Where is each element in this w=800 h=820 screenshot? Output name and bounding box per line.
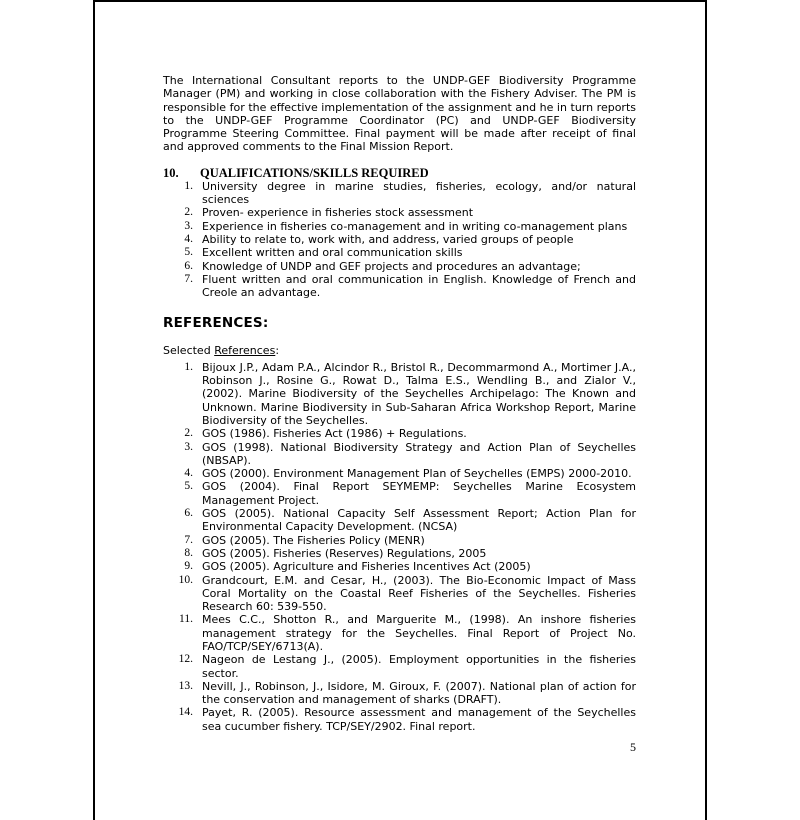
- list-number: 12.: [178, 653, 193, 666]
- list-number: 9.: [184, 560, 193, 573]
- list-text: GOS (2005). The Fisheries Policy (MENR): [202, 533, 425, 547]
- list-text: GOS (2005). Agriculture and Fisheries Incentives Act (2005): [202, 560, 531, 574]
- list-text: Bijoux J.P., Adam P.A., Alcindor R., Bristol R., Decommarmond A., Mortimer J.A., Robinson J., Rosine G., Rowat D., Talma E.S., Wendling B., and Zialor V., (2002). Marine Biodiversity of the Seychelles Archipelago: The Known and Unknown. Marine Biodiversity in Sub-Saharan Africa Workshop Report, Marine Biodiversity of the Seychelles.: [202, 360, 636, 427]
- list-item: [163, 547, 636, 560]
- list-number: 8.: [184, 546, 193, 559]
- list-text: Proven- experience in fisheries stock assessment: [202, 206, 474, 220]
- list-item: [163, 480, 636, 507]
- list-text: Knowledge of UNDP and GEF projects and procedures an advantage;: [202, 259, 581, 273]
- list-number: 13.: [178, 679, 193, 692]
- list-number: 6.: [184, 259, 193, 272]
- list-number: 3.: [184, 219, 193, 232]
- list-item: [163, 613, 636, 653]
- qualifications-list: [163, 180, 636, 300]
- list-text: Ability to relate to, work with, and address, varied groups of people: [202, 232, 574, 246]
- list-text: GOS (1998). National Biodiversity Strategy and Action Plan of Seychelles (NBSAP).: [202, 440, 636, 467]
- list-text: GOS (2005). Fisheries (Reserves) Regulations, 2005: [202, 546, 487, 560]
- selected-prefix: Selected: [163, 344, 215, 358]
- list-number: 2.: [184, 206, 193, 219]
- list-number: 1.: [184, 179, 193, 192]
- page-content: [163, 74, 636, 754]
- list-number: 4.: [184, 232, 193, 245]
- list-item: [163, 560, 636, 573]
- list-number: 6.: [184, 507, 193, 520]
- selected-references-underlined: References: [214, 344, 276, 358]
- list-text: Payet, R. (2005). Resource assessment and management of the Seychelles sea cucumber fishery. TCP/SEY/2902. Final report.: [202, 706, 636, 733]
- references-list: [163, 361, 636, 733]
- references-heading: REFERENCES:: [163, 315, 269, 332]
- section-heading-qualifications: [163, 166, 636, 180]
- list-item: [163, 534, 636, 547]
- list-item: [163, 180, 636, 207]
- list-number: 7.: [184, 272, 193, 285]
- list-text: GOS (1986). Fisheries Act (1986) + Regulations.: [202, 427, 467, 441]
- list-text: University degree in marine studies, fisheries, ecology, and/or natural sciences: [202, 179, 636, 207]
- list-item: [163, 706, 636, 733]
- list-item: [163, 206, 636, 219]
- list-text: Grandcourt, E.M. and Cesar, H., (2003). The Bio-Economic Impact of Mass Coral Mortality on the Coastal Reef Fisheries of the Seychelles. Fisheries Research 60: 539-550.: [202, 573, 636, 614]
- list-number: 14.: [178, 706, 193, 719]
- list-number: 10.: [178, 573, 193, 586]
- list-text: Mees C.C., Shotton R., and Marguerite M., (1998). An inshore fisheries management strategy for the Seychelles. Final Report of Project No. FAO/TCP/SEY/6713(A).: [202, 613, 636, 653]
- list-number: 5.: [184, 480, 193, 493]
- list-number: 7.: [184, 533, 193, 546]
- list-item: [163, 273, 636, 300]
- list-item: [163, 574, 636, 614]
- list-item: [163, 680, 636, 707]
- section-title: QUALIFICATIONS/SKILLS REQUIRED: [200, 165, 429, 180]
- list-item: [163, 441, 636, 468]
- list-item: [163, 507, 636, 534]
- list-text: Fluent written and oral communication in English. Knowledge of French and Creole an advantage.: [202, 272, 636, 300]
- list-text: GOS (2004). Final Report SEYMEMP: Seychelles Marine Ecosystem Management Project.: [202, 480, 636, 507]
- list-number: 1.: [184, 360, 193, 373]
- list-item: [163, 260, 636, 273]
- list-number: 5.: [184, 246, 193, 259]
- list-item: [163, 467, 636, 480]
- selected-suffix: :: [275, 344, 280, 358]
- list-number: 4.: [184, 467, 193, 480]
- list-text: GOS (2005). National Capacity Self Assessment Report; Action Plan for Environmental Capacity Development. (NCSA): [202, 507, 636, 534]
- selected-references-line: [163, 344, 636, 357]
- page-number: 5: [630, 740, 636, 755]
- list-text: GOS (2000). Environment Management Plan of Seychelles (EMPS) 2000-2010.: [202, 467, 632, 481]
- section-number: 10.: [163, 165, 179, 180]
- list-item: [163, 427, 636, 440]
- intro-paragraph: The International Consultant reports to the UNDP-GEF Biodiversity Programme Manager (PM) and working in close collaboration with the Fishery Adviser. The PM is responsible for the effective implementation of the assignment and he in turn reports to the UNDP-GEF Programme Coordinator (PC) and UNDP-GEF Biodiversity Programme Steering Committee. Final payment will be made after receipt of final and approved comments to the Final Mission Report.: [163, 74, 636, 154]
- list-number: 2.: [184, 427, 193, 440]
- list-item: [163, 653, 636, 680]
- list-item: [163, 246, 636, 259]
- list-text: Nageon de Lestang J., (2005). Employment opportunities in the fisheries sector.: [202, 653, 636, 680]
- list-number: 11.: [179, 613, 193, 626]
- list-text: Experience in fisheries co-management and in writing co-management plans: [202, 219, 628, 233]
- list-item: [163, 233, 636, 246]
- document-page: [93, 0, 707, 820]
- list-number: 3.: [184, 440, 193, 453]
- list-text: Nevill, J., Robinson, J., Isidore, M. Giroux, F. (2007). National plan of action for the conservation and management of sharks (DRAFT).: [202, 679, 636, 707]
- list-item: [163, 220, 636, 233]
- list-text: Excellent written and oral communication skills: [202, 246, 463, 260]
- list-item: [163, 361, 636, 427]
